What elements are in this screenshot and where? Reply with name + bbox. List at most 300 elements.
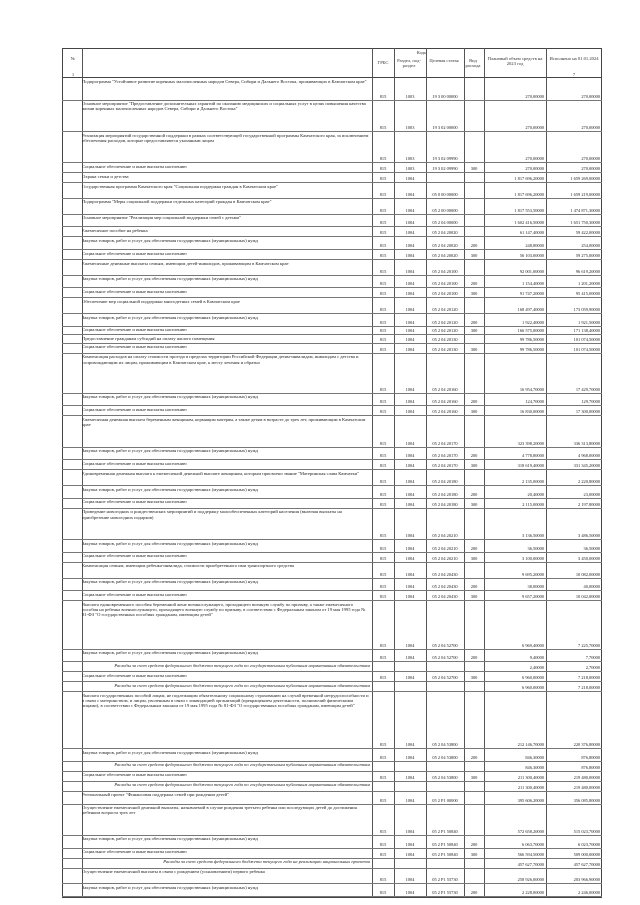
header-csr: Целевая статья (429, 58, 459, 63)
cell-plan: 3 136,50000 (522, 533, 544, 539)
cell-fact: 270,00000 (581, 93, 600, 99)
row-name: Закупка товаров, работ и услуг для обеспечения государственных (муниципальных) нужд (82, 884, 258, 890)
cell-fact: 95 415,00000 (575, 291, 600, 297)
row-name: Социальное обеспечение и иные выплаты населению (82, 672, 187, 678)
row-name: Выплата единовременного пособия беременной жене военнослужащего, проходящего военную службу по призыву, а также ежемесячного пособия на ребенка военнослужащего, проходящего военную службу по призыву, в соответствии с Федеральным законом от 19 мая 1995 года № 81-ФЗ "О государственных пособиях гражданам, имеющим детей" (82, 601, 366, 618)
row-name: Социальное обеспечение и иные выплаты населению (82, 553, 187, 559)
table-row (62, 692, 602, 749)
cell-csr: 05 2 P1 50840 (432, 841, 458, 847)
cell-fact: 1 474 871,30000 (570, 207, 600, 213)
cell-fact: 2,70000 (585, 665, 600, 671)
row-name: Ежемесячные денежные выплаты семьям, имеющим детей-инвалидов, проживающим в Камчатском крае (82, 260, 289, 266)
row-name: Социальное обеспечение и иные выплаты населению (82, 406, 187, 412)
table-row (62, 416, 602, 447)
table-row (62, 749, 602, 762)
cell-plan: 395 606,20000 (517, 797, 544, 803)
header-razdel: Раздел, под-раздел (397, 58, 421, 68)
cell-vr: 300 (470, 594, 478, 600)
cell-fact: 219 480,00000 (573, 784, 600, 790)
cell-rz: 1004 (405, 828, 415, 834)
cell-rz: 1004 (405, 491, 415, 497)
table-row (62, 132, 602, 163)
cell-vr: 200 (470, 841, 478, 847)
cell-plan: 1 817 696,20000 (514, 176, 544, 182)
cell-grbs: 815 (379, 890, 387, 895)
cell-vr: 200 (470, 754, 478, 760)
cell-fact: 171 138,40000 (573, 328, 600, 334)
row-name: Расходы за счет средств федерального бюджета текущего года по государственным публичным нормативным обязательствам (114, 762, 370, 768)
row-name: Государственная программа Камчатского края "Социальная поддержка граждан в Камчатском крае" (82, 183, 278, 189)
cell-fact: 219 480,00000 (573, 774, 600, 780)
cell-rz: 1004 (405, 584, 415, 590)
table-row (62, 509, 602, 540)
cell-grbs: 815 (379, 463, 387, 469)
row-name: Закупка товаров, работ и услуг для обеспечения государственных (муниципальных) нужд (82, 486, 258, 492)
header-col-index: 1 (71, 72, 75, 77)
cell-fact: 270,00000 (581, 156, 600, 162)
cell-rz: 1004 (405, 851, 415, 857)
cell-rz: 1004 (405, 207, 415, 213)
cell-fact: 10 042,00000 (575, 594, 600, 600)
cell-plan: 16 830,00000 (519, 409, 544, 415)
cell-csr: 05 2 04 20130 (432, 336, 458, 342)
cell-fact: 23,00000 (583, 491, 600, 497)
cell-fact: 876,80000 (581, 764, 600, 770)
cell-plan: 9,40000 (529, 655, 544, 661)
row-name: Предоставление гражданам субсидий на оплату жилого помещения (82, 335, 215, 341)
row-name: Осуществление ежемесячной выплаты в связи с рождением (усыновлением) первого ребенка (82, 869, 265, 875)
cell-rz: 1004 (405, 501, 415, 507)
cell-vr: 200 (470, 655, 478, 661)
cell-csr: 05 2 04 53800 (432, 774, 458, 780)
cell-csr: 05 2 04 20170 (432, 453, 458, 459)
cell-csr: 05 2 04 20120 (432, 319, 458, 325)
cell-vr: 200 (470, 491, 478, 497)
table-row (62, 805, 602, 836)
cell-grbs: 815 (379, 453, 387, 459)
cell-plan: 270,00000 (525, 125, 544, 131)
cell-csr: 05 2 04 20130 (432, 346, 458, 352)
row-name: Компенсация расходов на оплату стоимости проезда в пределах территории Российской Федерации детям-инвалидам, инвалидам с детства и сопровождающим их лицам, проживающим в Камчатском крае, к месту лечения и обратно (82, 354, 359, 365)
row-name: Выплата государственных пособий лицам, не подлежащим обязательному социальному страхованию на случай временной нетрудоспособности и в связи с материнством, и лицам, уволенным в связи с ликвидацией организаций (прекращением деятельности, полномочий физическими лицами), в соответствии с Федеральным законом от 19 мая 1995 года № 81-ФЗ "О государственных пособиях гражданам, имеющим детей" (82, 692, 369, 709)
row-name: Расходы за счет средств федерального бюджета текущего года по государственным публичным нормативным обязательствам (114, 662, 370, 668)
cell-plan: 124,70000 (525, 399, 544, 405)
row-name: Социальное обеспечение и иные выплаты населению (82, 849, 187, 855)
header-plan: Плановый объем средств на 2023 год (487, 56, 543, 66)
cell-fact: 1 659 269,00000 (570, 176, 600, 182)
cell-grbs: 815 (379, 440, 387, 446)
table-row (62, 836, 602, 849)
table-row (62, 260, 602, 276)
cell-plan: 211 300,40000 (517, 774, 544, 780)
cell-vr: 200 (470, 319, 478, 325)
row-name: Закупка товаров, работ и услуг для обеспечения государственных (муниципальных) нужд (82, 276, 258, 282)
cell-rz: 1004 (405, 533, 415, 539)
row-name: Проведение новогодних и рождественских мероприятий и поддержку малообеспеченных категорий населения (включая выплаты на приобретение новогодних подарков) (82, 509, 342, 520)
row-name: Закупка товаров, работ и услуг для обеспечения государственных (муниципальных) нужд (82, 237, 258, 243)
cell-plan: 56 103,00000 (519, 253, 544, 258)
cell-vr: 200 (470, 545, 478, 551)
cell-rz: 1004 (405, 346, 415, 352)
row-name: Основное мероприятие "Реализация мер социальной поддержки семей с детьми" (82, 215, 241, 220)
cell-fact: 270,00000 (581, 166, 600, 172)
cell-csr: 05 2 04 52700 (432, 642, 458, 648)
cell-plan: 572 658,20000 (517, 828, 544, 834)
cell-fact: 173 059,90000 (573, 307, 600, 313)
cell-rz: 1004 (405, 841, 415, 847)
cell-plan: 1 817 696,20000 (514, 191, 544, 197)
cell-csr: 05 2 04 20180 (432, 501, 458, 507)
cell-rz: 1004 (405, 336, 415, 342)
cell-grbs: 815 (379, 125, 387, 131)
row-name: Единовременная денежная выплата к ежемесячной денежной выплате женщинам, которым присвоено звание "Материнская слава Камчатки" (82, 470, 360, 476)
cell-rz: 1004 (405, 386, 415, 392)
cell-rz: 1004 (405, 774, 415, 780)
cell-csr: 05 2 04 20430 (432, 594, 458, 600)
cell-grbs: 815 (379, 555, 387, 561)
cell-vr: 200 (470, 281, 478, 287)
cell-fact: 331 345,20000 (573, 463, 600, 469)
cell-plan: 566 594,50000 (517, 851, 544, 857)
table-row (62, 448, 602, 461)
table-row (62, 199, 602, 215)
table-row (62, 662, 602, 672)
cell-grbs: 815 (379, 191, 387, 197)
cell-fact: 336 313,80000 (573, 440, 600, 446)
cell-csr: 05 2 04 52700 (432, 655, 458, 661)
cell-grbs: 815 (379, 533, 387, 539)
cell-vr: 200 (470, 890, 478, 895)
cell-csr: 05 2 04 20170 (432, 463, 458, 469)
cell-plan: 16 954,70000 (519, 386, 544, 392)
cell-rz: 1004 (405, 268, 415, 274)
row-name: Социальное обеспечение и иные выплаты населению (82, 163, 187, 169)
row-name: Закупка товаров, работ и услуг для обеспечения государственных (муниципальных) нужд (82, 650, 258, 656)
cell-rz: 1004 (405, 440, 415, 446)
row-name: Компенсация семьям, имеющим ребенка-инвалида, стоимости приобретенного ими транспортного средства (82, 563, 294, 569)
row-name: Социальное обеспечение и иные выплаты населению (82, 250, 187, 256)
row-name: Расходы за счет средств федерального бюджета текущего года на реализацию национальных проектов (163, 859, 370, 865)
row-name: Социальное обеспечение и иные выплаты населению (82, 460, 187, 466)
cell-csr: 19 3 02 09990 (432, 156, 458, 162)
cell-vr: 300 (470, 328, 478, 334)
cell-plan: 6 063,70000 (522, 841, 544, 847)
cell-fact: 1 659 219,00000 (570, 191, 600, 197)
cell-plan: 91 747,20000 (519, 291, 544, 297)
cell-grbs: 815 (379, 207, 387, 213)
table-row (62, 276, 602, 289)
cell-csr: 05 2 04 20100 (432, 291, 458, 297)
cell-fact: 7 218,00000 (578, 685, 600, 691)
table-row (62, 682, 602, 692)
cell-fact: 3 450,00000 (578, 555, 600, 561)
cell-csr: 05 2 04 20020 (432, 230, 458, 236)
cell-plan: 846,30000 (525, 754, 544, 760)
cell-grbs: 815 (379, 584, 387, 590)
cell-fact: 3 486,50000 (578, 533, 600, 539)
cell-grbs: 815 (379, 386, 387, 392)
cell-csr: 05 2 04 20170 (432, 440, 458, 446)
row-name: Закупка товаров, работ и услуг для обеспечения государственных (муниципальных) нужд (82, 836, 258, 842)
cell-csr: 05 2 04 20210 (432, 533, 458, 539)
table-row (62, 327, 602, 336)
cell-grbs: 815 (379, 268, 387, 274)
cell-csr: 05 2 04 20100 (432, 268, 458, 274)
cell-fact: 356 085,80000 (573, 797, 600, 803)
cell-plan: 457 627,70000 (517, 861, 544, 867)
cell-plan: 1 817 553,50000 (514, 207, 544, 213)
cell-grbs: 815 (379, 281, 387, 287)
cell-rz: 1004 (405, 220, 415, 226)
cell-csr: 05 2 04 20180 (432, 479, 458, 485)
cell-plan: 168 497,40000 (517, 307, 544, 313)
cell-fact: 2 220,80000 (578, 479, 600, 485)
cell-fact: 2 246,00000 (578, 890, 600, 895)
cell-fact: 129,70000 (581, 399, 600, 405)
cell-grbs: 815 (379, 851, 387, 857)
cell-rz: 1004 (405, 797, 415, 803)
cell-plan: 846,30000 (525, 764, 544, 770)
cell-vr: 300 (470, 675, 478, 681)
cell-grbs: 815 (379, 754, 387, 760)
cell-fact: 7,70000 (585, 655, 600, 661)
row-name: Социальное обеспечение и иные выплаты населению (82, 288, 187, 294)
cell-rz: 1004 (405, 463, 415, 469)
cell-vr: 300 (470, 253, 478, 258)
cell-fact: 17 300,00000 (575, 409, 600, 415)
cell-plan: 6 960,00000 (522, 685, 544, 691)
cell-vr: 300 (470, 166, 478, 172)
cell-rz: 1004 (405, 253, 415, 258)
row-name: Социальное обеспечение и иные выплаты населению (82, 772, 187, 778)
cell-csr: 05 0 00 00000 (432, 191, 458, 197)
cell-fact: 10 082,00000 (575, 571, 600, 577)
cell-grbs: 815 (379, 877, 387, 883)
cell-fact: 515 023,70000 (573, 828, 600, 834)
cell-grbs: 815 (379, 243, 387, 249)
cell-grbs: 815 (379, 328, 387, 334)
cell-vr: 300 (470, 851, 478, 857)
cell-grbs: 815 (379, 399, 387, 405)
cell-csr: 05 2 P1 50840 (432, 828, 458, 834)
cell-grbs: 815 (379, 156, 387, 162)
row-name: Закупка товаров, работ и услуг для обеспечения государственных (муниципальных) нужд (82, 540, 258, 546)
header-fact: Исполнено на 01.01.2024 (549, 56, 599, 61)
cell-grbs: 815 (379, 253, 387, 258)
cell-fact: 7 218,00000 (578, 675, 600, 681)
cell-csr: 05 2 04 53800 (432, 742, 458, 748)
table-row (62, 101, 602, 132)
cell-grbs: 815 (379, 491, 387, 497)
cell-grbs: 815 (379, 655, 387, 661)
cell-rz: 1004 (405, 307, 415, 313)
cell-rz: 1004 (405, 230, 415, 236)
row-name: Закупка товаров, работ и услуг для обеспечения государственных (муниципальных) нужд (82, 749, 258, 755)
cell-csr: 05 2 00 00000 (432, 207, 458, 213)
table-row (62, 163, 602, 173)
table-row (62, 849, 602, 859)
table-row (62, 579, 602, 592)
cell-rz: 1004 (405, 877, 415, 883)
cell-plan: 1 922,40000 (522, 319, 544, 325)
table-row (62, 884, 602, 897)
cell-grbs: 815 (379, 93, 387, 99)
cell-rz: 1004 (405, 594, 415, 600)
table-row (62, 406, 602, 416)
cell-grbs: 815 (379, 319, 387, 325)
cell-fact: 203 966,90000 (573, 877, 600, 883)
cell-plan: 1 154,40000 (522, 281, 544, 287)
cell-plan: 270,00000 (525, 93, 544, 99)
cell-vr: 300 (470, 501, 478, 507)
cell-vr: 300 (470, 463, 478, 469)
row-name: Осуществление ежемесячной денежной выплаты, назначаемой в случае рождения третьего ребенка или последующих детей до достижения ребенком возраста трех лет (82, 805, 357, 816)
cell-fact: 59 275,00000 (575, 253, 600, 258)
row-name: Подпрограмма "Устойчивое развитие коренных малочисленных народов Севера, Сибири и Дальнего Востока, проживающих в Камчатском крае" (82, 78, 367, 84)
cell-vr: 200 (470, 243, 478, 249)
cell-fact: 1 651 750,30000 (570, 220, 600, 226)
cell-plan: 9 657,20000 (522, 594, 544, 600)
table-row (62, 394, 602, 407)
cell-plan: 258 926,00000 (517, 877, 544, 883)
cell-plan: 2 135,00000 (522, 479, 544, 485)
row-name: Закупка товаров, работ и услуг для обеспечения государственных (муниципальных) нужд (82, 314, 258, 320)
cell-grbs: 815 (379, 479, 387, 485)
row-name: Социальное обеспечение и иные выплаты населению (82, 327, 187, 333)
table-row (62, 553, 602, 563)
table-row (62, 344, 602, 354)
cell-csr: 05 2 04 20210 (432, 545, 458, 551)
header-vr: Вид расхода (465, 58, 481, 68)
cell-csr: 19 3 02 09990 (432, 166, 458, 172)
cell-csr: 05 2 04 20020 (432, 253, 458, 258)
header-grbs: ГРБС (377, 60, 389, 65)
cell-csr: 05 2 04 20100 (432, 281, 458, 287)
cell-rz: 1004 (405, 291, 415, 297)
cell-rz: 1004 (405, 399, 415, 405)
row-name: Закупка товаров, работ и услуг для обеспечения государственных (муниципальных) нужд (82, 394, 258, 400)
cell-fact: 270,00000 (581, 125, 600, 131)
cell-csr: 05 2 P1 00000 (432, 797, 458, 803)
cell-plan: 4 778,80000 (522, 453, 544, 459)
cell-rz: 1004 (405, 319, 415, 325)
cell-rz: 1004 (405, 754, 415, 760)
cell-fact: 876,80000 (581, 754, 600, 760)
cell-grbs: 815 (379, 409, 387, 415)
cell-plan: 323 398,20000 (517, 440, 544, 446)
cell-csr: 05 2 04 20210 (432, 555, 458, 561)
table-row (62, 183, 602, 199)
cell-rz: 1003 (405, 156, 415, 162)
cell-rz: 1004 (405, 176, 415, 182)
cell-plan: 92 001,00000 (519, 268, 544, 274)
row-name: Охрана семьи и детства (82, 173, 129, 179)
cell-grbs: 815 (379, 675, 387, 681)
table-row (62, 859, 602, 869)
cell-csr: 05 2 04 20160 (432, 399, 458, 405)
cell-vr: 300 (470, 291, 478, 297)
row-name: Региональный проект "Финансовая поддержка семей при рождении детей" (82, 792, 229, 798)
table-row (62, 227, 602, 237)
table-row (62, 470, 602, 486)
table-row (62, 601, 602, 649)
cell-plan: 2 115,00000 (522, 501, 544, 507)
row-name: Подпрограмма "Меры социальной поддержки отдельных категорий граждан в Камчатском крае" (82, 199, 272, 205)
row-name: Социальное обеспечение и иные выплаты населению (82, 499, 187, 505)
cell-grbs: 815 (379, 828, 387, 834)
cell-rz: 1004 (405, 243, 415, 249)
cell-fact: 6 023,70000 (578, 841, 600, 847)
table-row (62, 672, 602, 682)
cell-csr: 05 2 04 20020 (432, 243, 458, 249)
row-name: Расходы за счет средств федерального бюджета текущего года по государственным публичным нормативным обязательствам (114, 682, 370, 688)
cell-csr: 05 2 04 20160 (432, 409, 458, 415)
cell-csr: 05 2 04 52700 (432, 675, 458, 681)
table-row (62, 563, 602, 579)
cell-rz: 1004 (405, 555, 415, 561)
table-row (62, 298, 602, 314)
cell-plan: 318 619,40000 (517, 463, 544, 469)
cell-rz: 1004 (405, 655, 415, 661)
table-header (62, 48, 602, 78)
cell-fact: 36,50000 (583, 545, 600, 551)
table-row (62, 288, 602, 298)
cell-csr: 19 3 02 00000 (432, 125, 458, 131)
cell-grbs: 815 (379, 291, 387, 297)
table-row (62, 335, 602, 344)
cell-plan: 211 300,40000 (517, 784, 544, 790)
table-row (62, 772, 602, 782)
cell-csr: 05 2 04 20430 (432, 571, 458, 577)
header-codes: Коды (416, 50, 428, 55)
table-row (62, 460, 602, 470)
cell-rz: 1004 (405, 545, 415, 551)
cell-fact: 509 000,00000 (573, 851, 600, 857)
cell-csr: 05 2 04 00000 (432, 220, 458, 226)
cell-grbs: 815 (379, 841, 387, 847)
cell-plan: 99 786,50000 (519, 346, 544, 352)
cell-rz: 1004 (405, 191, 415, 197)
table-row (62, 782, 602, 792)
cell-vr: 300 (470, 555, 478, 561)
cell-vr: 300 (470, 346, 478, 352)
cell-csr: 05 2 04 20120 (432, 328, 458, 334)
cell-plan: 6 960,00000 (522, 675, 544, 681)
cell-grbs: 815 (379, 545, 387, 551)
cell-fact: 101 074,50000 (573, 336, 600, 342)
row-name: Социальное обеспечение и иные выплаты населению (82, 591, 187, 597)
header-num: № (70, 56, 76, 61)
cell-grbs: 815 (379, 797, 387, 803)
cell-fact: 457 627,70000 (573, 861, 600, 867)
cell-plan: 2 228,00000 (522, 890, 544, 895)
cell-grbs: 815 (379, 742, 387, 748)
cell-fact: 4 968,00000 (578, 453, 600, 459)
cell-rz: 1004 (405, 571, 415, 577)
cell-fact: 1 921,50000 (578, 319, 600, 325)
cell-grbs: 815 (379, 230, 387, 236)
cell-grbs: 815 (379, 642, 387, 648)
row-name: Расходы за счет средств федерального бюджета текущего года по государственным публичным нормативным обязательствам (114, 782, 370, 788)
row-name: Обеспечение мер социальной поддержки многодетных семей в Камчатском крае (82, 298, 240, 304)
cell-rz: 1004 (405, 675, 415, 681)
table-row (62, 762, 602, 772)
table-row (62, 78, 602, 101)
table-row (62, 215, 602, 228)
cell-vr: 300 (470, 409, 478, 415)
cell-grbs: 815 (379, 346, 387, 352)
table-row (62, 869, 602, 885)
